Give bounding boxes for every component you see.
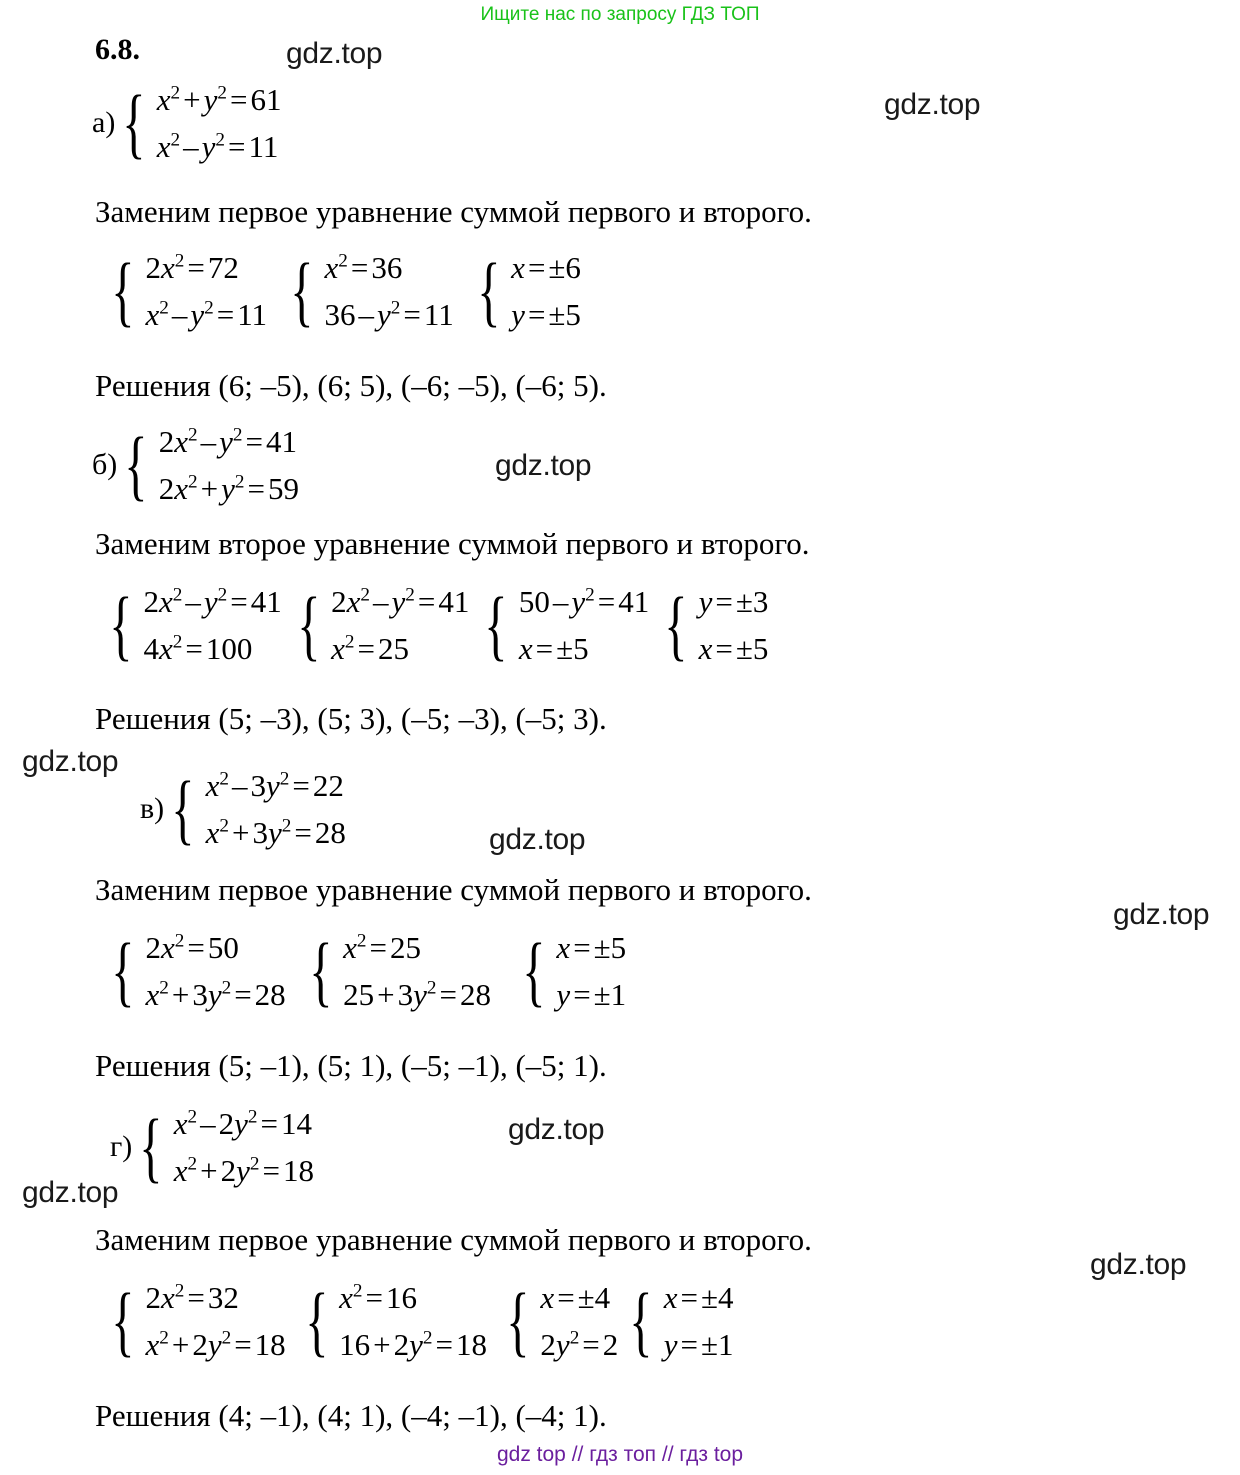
system-v-step2: [308, 924, 491, 1018]
equation: x=±5: [698, 631, 769, 666]
brace-icon: {: [506, 1276, 530, 1364]
brace-icon: {: [476, 246, 501, 334]
exercise-number: 6.8.: [95, 33, 140, 66]
part-g-steps-row: [110, 1274, 734, 1368]
answers-a: Решения (6; –5), (6; 5), (–6; –5), (–6; 5).: [95, 368, 607, 403]
part-b-label: б): [92, 448, 118, 481]
part-a-steps-row: [110, 244, 581, 338]
brace-icon: {: [111, 1276, 135, 1364]
equation: x=±6: [511, 250, 581, 285]
watermark: gdz.top: [22, 745, 119, 778]
equation: $2x^2=32$: [145, 1280, 239, 1315]
brace-icon: {: [304, 1276, 329, 1364]
brace-icon: {: [664, 580, 688, 668]
brace-icon: {: [308, 926, 333, 1014]
watermark: gdz.top: [489, 823, 586, 856]
instruction-a: Заменим первое уравнение суммой первого и второго.: [95, 194, 812, 229]
header-promo-text: Ищите нас по запросу ГДЗ ТОП: [480, 4, 760, 25]
equation: $2x^2-y^2=41$: [158, 424, 297, 459]
equation: x=±4: [540, 1280, 611, 1315]
part-b-system-row: [92, 418, 299, 512]
equation: x=±5: [518, 631, 589, 666]
system-b-step1: [108, 578, 282, 672]
equation: $16+2y^2=18$: [339, 1327, 487, 1362]
brace-icon: {: [111, 926, 135, 1014]
equation: $50-y^2=41$: [518, 584, 650, 619]
brace-icon: {: [124, 420, 148, 508]
equation: $x^2-2y^2=14$: [173, 1106, 312, 1141]
system-a-step3: [476, 244, 581, 338]
brace-icon: {: [629, 1276, 653, 1364]
answers-v: Решения (5; –1), (5; 1), (–5; –1), (–5; 1).: [95, 1048, 607, 1083]
part-v-label: в): [140, 792, 165, 825]
equation: $2x^2=50$: [145, 930, 239, 965]
equation: $x^2=25$: [331, 631, 409, 666]
equation: $x^2=16$: [339, 1280, 417, 1315]
system-g-step3: [505, 1274, 618, 1368]
equation: $x^2+2y^2=18$: [145, 1327, 286, 1362]
brace-icon: {: [296, 580, 321, 668]
system-b-step3: [483, 578, 649, 672]
part-g-system-row: [110, 1100, 314, 1194]
system-g-step2: [304, 1274, 487, 1368]
brace-icon: {: [109, 580, 133, 668]
part-v-system-row: [140, 762, 346, 856]
equation: $2x^2=72$: [145, 250, 239, 285]
equation: $25+3y^2=28$: [343, 977, 491, 1012]
answers-b: Решения (5; –3), (5; 3), (–5; –3), (–5; 3).: [95, 701, 607, 736]
equation: y=±5: [511, 297, 581, 332]
watermark: gdz.top: [1090, 1248, 1187, 1281]
equation: $x^2+2y^2=18$: [173, 1153, 314, 1188]
equation: x=±5: [556, 930, 627, 965]
equation: $x^2=25$: [343, 930, 421, 965]
system-b: [123, 418, 299, 512]
watermark: gdz.top: [508, 1113, 605, 1146]
system-g-step1: [110, 1274, 286, 1368]
equation: y=±1: [663, 1327, 734, 1362]
system-v-step1: [110, 924, 286, 1018]
brace-icon: {: [171, 764, 195, 852]
equation: $x^2-y^2=11$: [156, 129, 279, 164]
brace-icon: {: [122, 78, 146, 166]
system-g: [138, 1100, 314, 1194]
equation: $x^2-y^2=11$: [145, 297, 268, 332]
equation: $36-y^2=11$: [324, 297, 454, 332]
part-b-steps-row: [108, 578, 768, 672]
brace-icon: {: [522, 926, 546, 1014]
watermark: gdz.top: [22, 1176, 119, 1209]
part-a-system-row: [92, 76, 281, 170]
instruction-v: Заменим первое уравнение суммой первого и второго.: [95, 872, 812, 907]
part-a-label: а): [92, 106, 116, 139]
instruction-g: Заменим первое уравнение суммой первого и второго.: [95, 1222, 812, 1257]
brace-icon: {: [290, 246, 314, 334]
system-g-step4: [628, 1274, 733, 1368]
brace-icon: {: [111, 246, 135, 334]
instruction-b: Заменим второе уравнение суммой первого и второго.: [95, 526, 810, 561]
part-g-label: г): [110, 1130, 133, 1163]
brace-icon: {: [139, 1102, 163, 1190]
equation: $x^2-3y^2=22$: [205, 768, 344, 803]
watermark: gdz.top: [286, 37, 383, 70]
part-v-steps-row: [110, 924, 626, 1018]
equation: $x^2+3y^2=28$: [145, 977, 286, 1012]
system-a: [121, 76, 281, 170]
system-v-step3: [521, 924, 626, 1018]
answers-g: Решения (4; –1), (4; 1), (–4; –1), (–4; 1).: [95, 1398, 607, 1433]
brace-icon: {: [484, 580, 508, 668]
system-b-step2: [296, 578, 470, 672]
equation: $x^2+y^2=61$: [156, 82, 282, 117]
watermark: gdz.top: [884, 88, 981, 121]
footer-promo-text: gdz top // гдз топ // гдз top: [496, 1443, 744, 1466]
equation: y=±1: [556, 977, 627, 1012]
system-v: [170, 762, 346, 856]
equation: $2x^2-y^2=41$: [331, 584, 470, 619]
equation: $2y^2=2$: [540, 1327, 619, 1362]
equation: $x^2=36$: [324, 250, 403, 285]
system-b-step4: [663, 578, 768, 672]
watermark: gdz.top: [495, 449, 592, 482]
equation: $2x^2+y^2=59$: [158, 471, 299, 506]
equation: $2x^2-y^2=41$: [143, 584, 282, 619]
watermark: gdz.top: [1113, 898, 1210, 931]
equation: y=±3: [698, 584, 769, 619]
system-a-step2: [289, 244, 454, 338]
system-a-step1: [110, 244, 267, 338]
equation: x=±4: [663, 1280, 734, 1315]
equation: $x^2+3y^2=28$: [205, 815, 346, 850]
equation: $4x^2=100$: [143, 631, 253, 666]
